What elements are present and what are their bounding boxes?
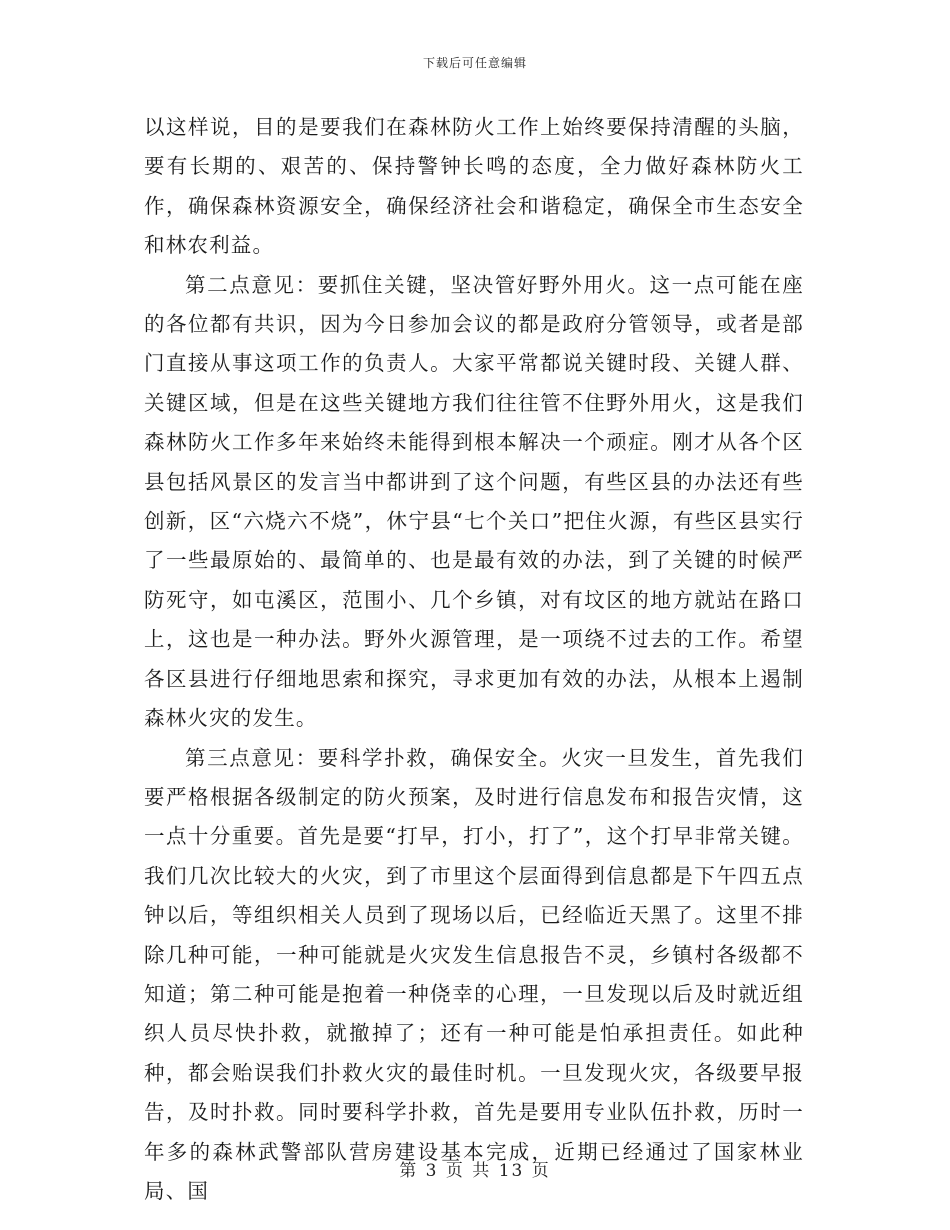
- paragraph-3: 第三点意见：要科学扑救，确保安全。火灾一旦发生，首先我们要严格根据各级制定的防火预案，及时进行信息发布和报告灾情，这一点十分重要。首先是要“打早，打小，打了”，这个打早非常关键。我们几次比较大的火灾，到了市里这个层面得到信息都是下午四五点钟以后，等组织相关人员到了现场以后，已经临近天黑了。这里不排除几种可能，一种可能就是火灾发生信息报告不灵，乡镇村各级都不知道；第二种可能是抱着一种侥幸的心理，一旦发现以后及时就近组织人员尽快扑救，就撤掉了；还有一种可能是怕承担责任。如此种种，都会贻误我们扑救火灾的最佳时机。一旦发现火灾，各级要早报告，及时扑救。同时要科学扑救，首先是要用专业队伍扑救，历时一年多的森林武警部队营房建设基本完成，近期已经通过了国家林业局、国: [144, 745, 804, 1203]
- document-body: [144, 108, 804, 1211]
- paragraph-1: 以这样说，目的是要我们在森林防火工作上始终要保持清醒的头脑，要有长期的、艰苦的、保持警钟长鸣的态度，全力做好森林防火工作，确保森林资源安全，确保经济社会和谐稳定，确保全市生态安全和林农利益。: [144, 115, 804, 258]
- paragraph-2: 第二点意见：要抓住关键，坚决管好野外用火。这一点可能在座的各位都有共识，因为今日参加会议的都是政府分管领导，或者是部门直接从事这项工作的负责人。大家平常都说关键时段、关键人群、关键区域，但是在这些关键地方我们往往管不住野外用火，这是我们森林防火工作多年来始终未能得到根本解决一个顽症。刚才从各个区县包括风景区的发言当中都讲到了这个问题，有些区县的办法还有些创新，区“六烧六不烧”，休宁县“七个关口”把住火源，有些区县实行了一些最原始的、最简单的、也是最有效的办法，到了关键的时候严防死守，如屯溪区，范围小、几个乡镇，对有坟区的地方就站在路口上，这也是一种办法。野外火源管理，是一项绕不过去的工作。希望各区县进行仔细地思索和探究，寻求更加有效的办法，从根本上遏制森林火灾的发生。: [144, 272, 804, 731]
- page-header: 下载后可任意编辑: [422, 56, 527, 70]
- page-footer: 第 3 页 共 13 页: [399, 1161, 551, 1181]
